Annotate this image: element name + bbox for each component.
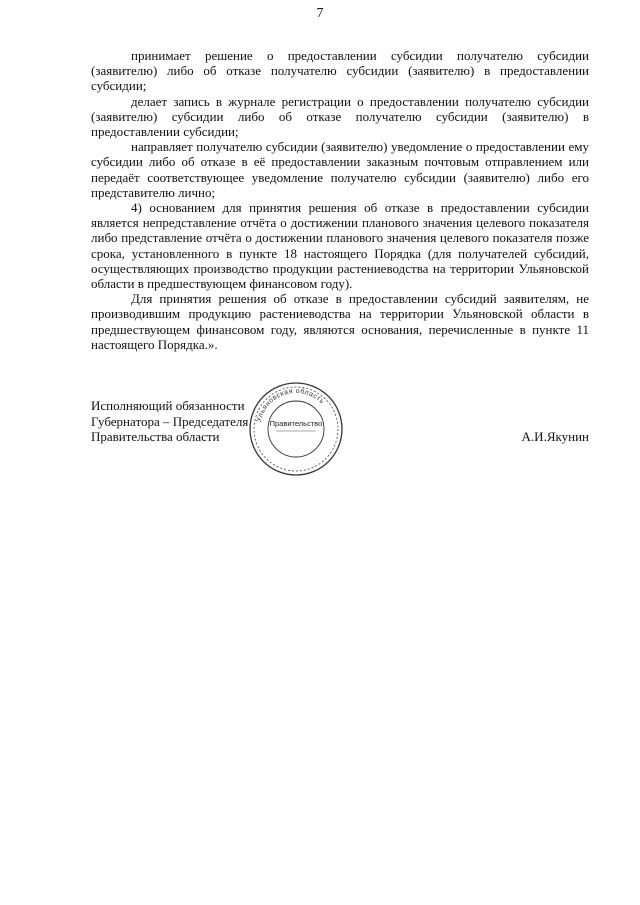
signatory-position-line: Губернатора – Председателя <box>91 413 249 429</box>
stamp-dotted-ring <box>254 387 338 471</box>
stamp-ring-text: Ульяновская область <box>255 387 326 423</box>
paragraph: Для принятия решения об отказе в предоставлении субсидий заявителям, не производившим продукцию растениеводства на территории Ульяновской области в предшествующем финансовом году, являются основания, перечисленные в пункте 11 настоящего Порядка.». <box>91 291 589 352</box>
document-body <box>91 48 589 352</box>
page-number: 7 <box>316 6 324 21</box>
signatory-name: А.И.Якунин <box>521 429 589 444</box>
stamp-inner-ring <box>268 401 324 457</box>
stamp-outer-ring <box>250 383 342 475</box>
signatory-position-line: Исполняющий обязанности <box>91 398 245 413</box>
paragraph: направляет получателю субсидии (заявителю) уведомление о предоставлении ему субсидии либо об отказе в её предоставлении заказным почтовым отправлением или передаёт соответствующее уведомление получателю субсидии (заявителю) либо его представителю лично; <box>91 139 589 200</box>
official-seal-stamp <box>248 381 344 477</box>
signatory-position <box>91 398 248 445</box>
paragraph: принимает решение о предоставлении субсидии получателю субсидии (заявителю) либо об отказе получателю субсидии (заявителю) в предоставлении субсидии; <box>91 48 589 94</box>
stamp-center-text: Правительство <box>269 419 323 428</box>
paragraph: делает запись в журнале регистрации о предоставлении получателю субсидии (заявителю) субсидии либо об отказе получателю субсидии (заявителю) в предоставлении субсидии; <box>91 93 589 140</box>
signatory-position-line: Правительства области <box>91 429 220 444</box>
paragraph: 4) основанием для принятия решения об отказе в предоставлении субсидии является непредставление отчёта о достижении планового значения целевого показателя либо представление отчёта о достижении планового значения целевого показателя позже срока, установленного в пункте 18 настоящего Порядка (для получателей субсидий, осуществляющих производство продукции растениеводства на территории Ульяновской области в предшествующем финансовом году). <box>91 200 589 292</box>
